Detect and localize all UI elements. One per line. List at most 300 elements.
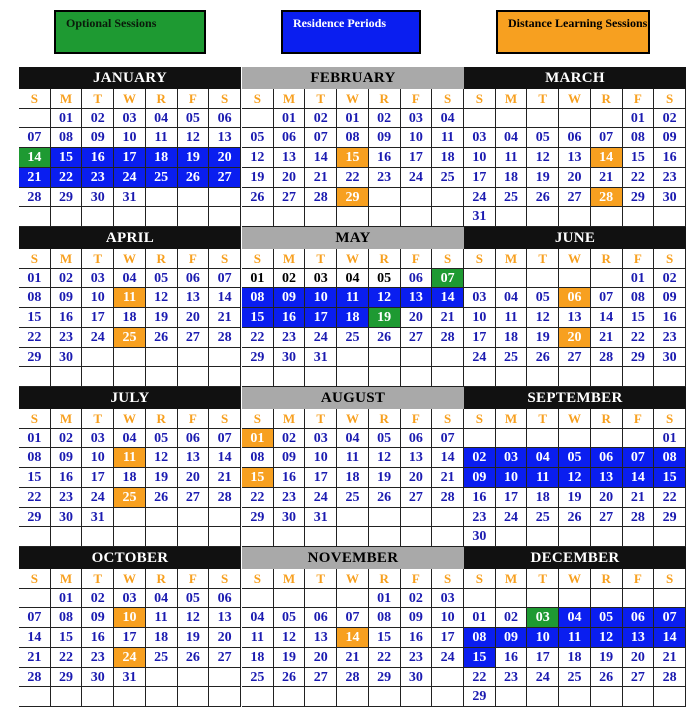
- day-cell: 31: [114, 188, 146, 208]
- day-cell: 04: [432, 109, 464, 129]
- empty-cell: [432, 348, 464, 368]
- day-cell: 03: [305, 429, 337, 449]
- day-cell: 01: [51, 109, 83, 129]
- empty-cell: [178, 687, 210, 707]
- month-grid: [464, 249, 686, 387]
- day-cell: 16: [274, 468, 306, 488]
- weekday-label: S: [432, 569, 464, 589]
- day-cell: 29: [464, 687, 496, 707]
- day-cell: 19: [146, 308, 178, 328]
- month-october: [19, 547, 241, 707]
- day-cell: 18: [559, 648, 591, 668]
- day-cell: 20: [209, 148, 241, 168]
- empty-cell: [337, 589, 369, 609]
- day-cell: 10: [432, 608, 464, 628]
- day-cell: 17: [114, 628, 146, 648]
- empty-cell: [432, 367, 464, 387]
- day-cell: 01: [369, 589, 401, 609]
- legend-residence-periods: Residence Periods: [281, 10, 421, 54]
- day-cell: 25: [114, 328, 146, 348]
- day-cell: 13: [591, 468, 623, 488]
- weekday-label: F: [623, 249, 655, 269]
- day-cell: 16: [82, 628, 114, 648]
- weekday-label: F: [623, 89, 655, 109]
- weekday-label: T: [527, 409, 559, 429]
- day-cell: 14: [654, 628, 686, 648]
- weekday-label: S: [654, 569, 686, 589]
- weekday-label: S: [432, 249, 464, 269]
- month-january: [19, 67, 241, 227]
- day-cell: 05: [369, 269, 401, 289]
- day-cell: 09: [51, 448, 83, 468]
- day-cell: 15: [19, 468, 51, 488]
- day-cell: 06: [591, 448, 623, 468]
- weekday-label: T: [527, 89, 559, 109]
- day-cell: 29: [242, 348, 274, 368]
- day-cell: 21: [654, 648, 686, 668]
- day-cell: 20: [178, 308, 210, 328]
- day-cell: 30: [82, 188, 114, 208]
- empty-cell: [369, 367, 401, 387]
- day-cell: 12: [527, 308, 559, 328]
- day-cell: 24: [464, 188, 496, 208]
- weekday-label: R: [369, 89, 401, 109]
- empty-cell: [591, 109, 623, 129]
- empty-cell: [242, 109, 274, 129]
- day-cell: 08: [51, 128, 83, 148]
- empty-cell: [654, 527, 686, 547]
- weekday-label: S: [209, 569, 241, 589]
- day-cell: 04: [496, 288, 528, 308]
- day-cell: 27: [591, 508, 623, 528]
- month-august: [242, 387, 464, 547]
- day-cell: 08: [369, 608, 401, 628]
- day-cell: 19: [146, 468, 178, 488]
- empty-cell: [114, 367, 146, 387]
- day-cell: 10: [305, 288, 337, 308]
- empty-cell: [209, 687, 241, 707]
- day-cell: 26: [591, 668, 623, 688]
- day-cell: 18: [496, 328, 528, 348]
- day-cell: 19: [178, 628, 210, 648]
- day-cell: 27: [401, 488, 433, 508]
- empty-cell: [369, 188, 401, 208]
- day-cell: 18: [337, 468, 369, 488]
- day-cell: 17: [464, 168, 496, 188]
- day-cell: 20: [209, 628, 241, 648]
- day-cell: 08: [654, 448, 686, 468]
- day-cell: 15: [623, 148, 655, 168]
- weekday-label: M: [496, 409, 528, 429]
- day-cell: 15: [464, 648, 496, 668]
- day-cell: 05: [559, 448, 591, 468]
- day-cell: 29: [19, 348, 51, 368]
- weekday-label: M: [274, 249, 306, 269]
- day-cell: 09: [274, 448, 306, 468]
- day-cell: 13: [401, 288, 433, 308]
- day-cell: 17: [401, 148, 433, 168]
- weekday-label: S: [242, 409, 274, 429]
- day-cell: 14: [432, 288, 464, 308]
- day-cell: 27: [178, 328, 210, 348]
- weekday-label: R: [591, 89, 623, 109]
- weekday-label: T: [82, 569, 114, 589]
- empty-cell: [432, 687, 464, 707]
- empty-cell: [305, 589, 337, 609]
- day-cell: 15: [337, 148, 369, 168]
- day-cell: 21: [209, 308, 241, 328]
- day-cell: 02: [51, 269, 83, 289]
- empty-cell: [401, 687, 433, 707]
- empty-cell: [591, 367, 623, 387]
- day-cell: 16: [369, 148, 401, 168]
- day-cell: 20: [559, 168, 591, 188]
- day-cell: 02: [654, 109, 686, 129]
- day-cell: 11: [146, 608, 178, 628]
- day-cell: 03: [305, 269, 337, 289]
- weekday-label: M: [51, 89, 83, 109]
- day-cell: 27: [209, 168, 241, 188]
- day-cell: 13: [274, 148, 306, 168]
- day-cell: 22: [623, 328, 655, 348]
- day-cell: 07: [654, 608, 686, 628]
- day-cell: 18: [242, 648, 274, 668]
- day-cell: 07: [591, 128, 623, 148]
- day-cell: 31: [114, 668, 146, 688]
- month-grid: [242, 409, 464, 547]
- day-cell: 26: [369, 488, 401, 508]
- empty-cell: [114, 207, 146, 227]
- empty-cell: [401, 527, 433, 547]
- day-cell: 16: [654, 308, 686, 328]
- day-cell: 22: [464, 668, 496, 688]
- empty-cell: [114, 348, 146, 368]
- month-header: SEPTEMBER: [464, 387, 686, 409]
- day-cell: 04: [114, 429, 146, 449]
- weekday-label: S: [242, 89, 274, 109]
- empty-cell: [623, 527, 655, 547]
- month-september: [464, 387, 686, 547]
- month-march: [464, 67, 686, 227]
- day-cell: 24: [82, 488, 114, 508]
- empty-cell: [432, 207, 464, 227]
- day-cell: 11: [559, 628, 591, 648]
- day-cell: 23: [82, 648, 114, 668]
- day-cell: 13: [559, 148, 591, 168]
- day-cell: 28: [623, 508, 655, 528]
- empty-cell: [178, 508, 210, 528]
- day-cell: 01: [274, 109, 306, 129]
- empty-cell: [209, 188, 241, 208]
- day-cell: 04: [559, 608, 591, 628]
- empty-cell: [559, 109, 591, 129]
- weekday-label: S: [209, 249, 241, 269]
- day-cell: 26: [178, 168, 210, 188]
- day-cell: 05: [591, 608, 623, 628]
- weekday-label: T: [82, 89, 114, 109]
- day-cell: 27: [178, 488, 210, 508]
- day-cell: 31: [305, 348, 337, 368]
- day-cell: 09: [496, 628, 528, 648]
- day-cell: 15: [51, 148, 83, 168]
- empty-cell: [19, 109, 51, 129]
- day-cell: 21: [623, 488, 655, 508]
- day-cell: 01: [654, 429, 686, 449]
- weekday-label: S: [19, 89, 51, 109]
- day-cell: 24: [401, 168, 433, 188]
- day-cell: 08: [464, 628, 496, 648]
- empty-cell: [51, 367, 83, 387]
- day-cell: 20: [178, 468, 210, 488]
- day-cell: 05: [242, 128, 274, 148]
- empty-cell: [591, 269, 623, 289]
- weekday-label: S: [464, 409, 496, 429]
- day-cell: 20: [591, 488, 623, 508]
- day-cell: 19: [527, 168, 559, 188]
- day-cell: 14: [19, 628, 51, 648]
- weekday-label: F: [623, 569, 655, 589]
- day-cell: 28: [432, 328, 464, 348]
- day-cell: 16: [654, 148, 686, 168]
- day-cell: 01: [337, 109, 369, 129]
- weekday-label: T: [305, 249, 337, 269]
- day-cell: 12: [527, 148, 559, 168]
- empty-cell: [337, 508, 369, 528]
- empty-cell: [146, 508, 178, 528]
- empty-cell: [527, 429, 559, 449]
- day-cell: 02: [496, 608, 528, 628]
- day-cell: 10: [114, 128, 146, 148]
- month-header: DECEMBER: [464, 547, 686, 569]
- day-cell: 21: [591, 328, 623, 348]
- day-cell: 10: [114, 608, 146, 628]
- day-cell: 25: [496, 348, 528, 368]
- weekday-label: T: [305, 409, 337, 429]
- day-cell: 24: [114, 648, 146, 668]
- day-cell: 14: [209, 448, 241, 468]
- day-cell: 22: [51, 168, 83, 188]
- day-cell: 13: [305, 628, 337, 648]
- empty-cell: [401, 348, 433, 368]
- month-header: APRIL: [19, 227, 241, 249]
- day-cell: 16: [464, 488, 496, 508]
- day-cell: 15: [369, 628, 401, 648]
- day-cell: 07: [337, 608, 369, 628]
- weekday-label: F: [623, 409, 655, 429]
- day-cell: 06: [209, 589, 241, 609]
- day-cell: 02: [82, 589, 114, 609]
- empty-cell: [209, 527, 241, 547]
- empty-cell: [432, 188, 464, 208]
- month-header: JULY: [19, 387, 241, 409]
- day-cell: 23: [401, 648, 433, 668]
- day-cell: 23: [51, 488, 83, 508]
- day-cell: 27: [559, 188, 591, 208]
- day-cell: 28: [654, 668, 686, 688]
- weekday-label: R: [591, 569, 623, 589]
- weekday-label: M: [496, 89, 528, 109]
- day-cell: 09: [82, 608, 114, 628]
- empty-cell: [559, 687, 591, 707]
- day-cell: 28: [591, 348, 623, 368]
- day-cell: 18: [496, 168, 528, 188]
- empty-cell: [527, 687, 559, 707]
- empty-cell: [623, 687, 655, 707]
- empty-cell: [274, 527, 306, 547]
- day-cell: 16: [82, 148, 114, 168]
- empty-cell: [369, 348, 401, 368]
- weekday-label: S: [242, 569, 274, 589]
- day-cell: 11: [114, 288, 146, 308]
- day-cell: 11: [527, 468, 559, 488]
- day-cell: 27: [559, 348, 591, 368]
- month-header: MARCH: [464, 67, 686, 89]
- weekday-label: W: [114, 89, 146, 109]
- day-cell: 05: [178, 109, 210, 129]
- day-cell: 14: [432, 448, 464, 468]
- empty-cell: [496, 527, 528, 547]
- empty-cell: [401, 367, 433, 387]
- day-cell: 14: [19, 148, 51, 168]
- month-grid: [464, 569, 686, 707]
- day-cell: 29: [337, 188, 369, 208]
- day-cell: 20: [401, 468, 433, 488]
- weekday-label: F: [178, 569, 210, 589]
- day-cell: 04: [114, 269, 146, 289]
- day-cell: 26: [527, 348, 559, 368]
- day-cell: 15: [654, 468, 686, 488]
- day-cell: 17: [82, 308, 114, 328]
- weekday-label: W: [559, 89, 591, 109]
- empty-cell: [559, 207, 591, 227]
- day-cell: 17: [432, 628, 464, 648]
- day-cell: 12: [178, 128, 210, 148]
- empty-cell: [623, 429, 655, 449]
- day-cell: 07: [432, 429, 464, 449]
- empty-cell: [242, 527, 274, 547]
- day-cell: 01: [242, 429, 274, 449]
- day-cell: 12: [369, 448, 401, 468]
- weekday-label: S: [464, 249, 496, 269]
- day-cell: 29: [19, 508, 51, 528]
- day-cell: 18: [146, 628, 178, 648]
- day-cell: 24: [82, 328, 114, 348]
- day-cell: 26: [527, 188, 559, 208]
- empty-cell: [464, 367, 496, 387]
- day-cell: 27: [209, 648, 241, 668]
- empty-cell: [464, 269, 496, 289]
- day-cell: 01: [19, 429, 51, 449]
- weekday-label: R: [369, 409, 401, 429]
- month-november: [242, 547, 464, 707]
- weekday-label: S: [209, 409, 241, 429]
- month-grid: [19, 89, 241, 227]
- month-grid: [464, 409, 686, 547]
- day-cell: 17: [305, 308, 337, 328]
- day-cell: 26: [178, 648, 210, 668]
- weekday-label: F: [178, 249, 210, 269]
- day-cell: 02: [654, 269, 686, 289]
- weekday-label: T: [305, 89, 337, 109]
- empty-cell: [146, 687, 178, 707]
- weekday-label: W: [559, 249, 591, 269]
- day-cell: 29: [242, 508, 274, 528]
- empty-cell: [274, 589, 306, 609]
- month-header: FEBRUARY: [242, 67, 464, 89]
- day-cell: 12: [178, 608, 210, 628]
- month-may: [242, 227, 464, 387]
- day-cell: 18: [432, 148, 464, 168]
- month-header: JANUARY: [19, 67, 241, 89]
- weekday-label: W: [114, 569, 146, 589]
- day-cell: 02: [51, 429, 83, 449]
- day-cell: 15: [51, 628, 83, 648]
- empty-cell: [274, 207, 306, 227]
- day-cell: 02: [401, 589, 433, 609]
- day-cell: 29: [654, 508, 686, 528]
- empty-cell: [496, 269, 528, 289]
- day-cell: 08: [51, 608, 83, 628]
- day-cell: 19: [178, 148, 210, 168]
- day-cell: 21: [19, 648, 51, 668]
- day-cell: 08: [623, 128, 655, 148]
- empty-cell: [496, 207, 528, 227]
- empty-cell: [242, 589, 274, 609]
- weekday-label: S: [19, 409, 51, 429]
- weekday-label: F: [178, 409, 210, 429]
- weekday-label: S: [654, 249, 686, 269]
- day-cell: 04: [242, 608, 274, 628]
- weekday-label: S: [19, 249, 51, 269]
- day-cell: 18: [114, 308, 146, 328]
- day-cell: 24: [464, 348, 496, 368]
- day-cell: 24: [305, 488, 337, 508]
- empty-cell: [82, 367, 114, 387]
- day-cell: 17: [305, 468, 337, 488]
- empty-cell: [496, 429, 528, 449]
- empty-cell: [19, 527, 51, 547]
- weekday-label: M: [274, 569, 306, 589]
- weekday-label: R: [369, 249, 401, 269]
- day-cell: 03: [432, 589, 464, 609]
- day-cell: 03: [496, 448, 528, 468]
- day-cell: 15: [242, 308, 274, 328]
- month-grid: [242, 569, 464, 707]
- empty-cell: [209, 668, 241, 688]
- legend: [0, 0, 700, 66]
- day-cell: 09: [464, 468, 496, 488]
- day-cell: 04: [337, 429, 369, 449]
- empty-cell: [82, 687, 114, 707]
- empty-cell: [591, 429, 623, 449]
- day-cell: 26: [242, 188, 274, 208]
- day-cell: 08: [623, 288, 655, 308]
- weekday-label: M: [496, 569, 528, 589]
- day-cell: 03: [114, 109, 146, 129]
- day-cell: 25: [337, 328, 369, 348]
- day-cell: 02: [274, 429, 306, 449]
- empty-cell: [337, 687, 369, 707]
- day-cell: 23: [654, 328, 686, 348]
- day-cell: 15: [19, 308, 51, 328]
- day-cell: 19: [242, 168, 274, 188]
- day-cell: 05: [527, 128, 559, 148]
- empty-cell: [623, 207, 655, 227]
- day-cell: 22: [19, 328, 51, 348]
- empty-cell: [369, 207, 401, 227]
- day-cell: 22: [623, 168, 655, 188]
- empty-cell: [178, 527, 210, 547]
